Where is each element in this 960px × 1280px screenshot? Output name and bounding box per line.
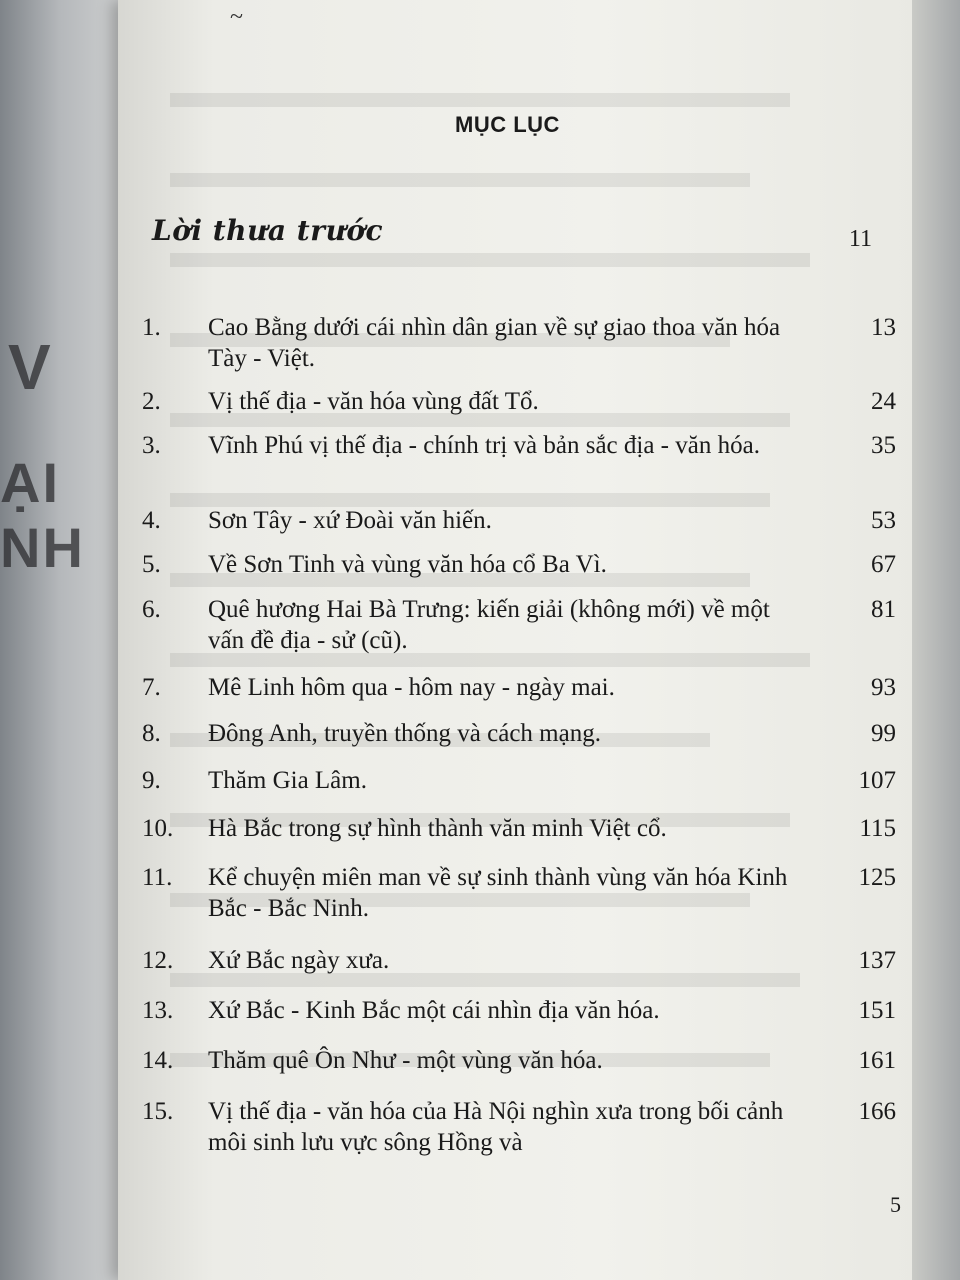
- entry-number: 6.: [142, 596, 161, 623]
- entry-page: 13: [871, 314, 896, 341]
- page-edge: [912, 0, 960, 1280]
- entry-title: Về Sơn Tinh và vùng văn hóa cổ Ba Vì.: [208, 551, 607, 578]
- entry-page: 137: [858, 947, 896, 974]
- preface-entry: [152, 214, 872, 254]
- entry-title: Kể chuyện miên man về sự sinh thành vùng văn hóa Kinh Bắc - Bắc Ninh.: [208, 864, 788, 922]
- entry-page: 93: [871, 674, 896, 701]
- preface-page: 11: [848, 226, 872, 252]
- entry-page: 166: [858, 1098, 896, 1125]
- entry-page: 67: [871, 551, 896, 578]
- page-number: 5: [890, 1192, 901, 1217]
- entry-page: 107: [858, 767, 896, 794]
- entry-page: 161: [858, 1047, 896, 1074]
- entry-number: 14.: [142, 1047, 174, 1074]
- printer-mark: ~: [230, 4, 243, 30]
- entry-title: Đông Anh, truyền thống và cách mạng.: [208, 720, 601, 747]
- entry-title: Vĩnh Phú vị thế địa - chính trị và bản sắc địa - văn hóa.: [208, 432, 760, 459]
- entry-number: 8.: [142, 720, 161, 747]
- entry-title: Xứ Bắc - Kinh Bắc một cái nhìn địa văn hóa.: [208, 997, 660, 1024]
- entry-page: 151: [858, 997, 896, 1024]
- entry-number: 12.: [142, 947, 174, 974]
- entry-title: Vị thế địa - văn hóa của Hà Nội nghìn xưa trong bối cảnh môi sinh lưu vực sông Hồng và: [208, 1098, 784, 1156]
- entry-page: 125: [858, 864, 896, 891]
- entry-title: Quê hương Hai Bà Trưng: kiến giải (không mới) về một vấn đề địa - sử (cũ).: [208, 596, 770, 654]
- entry-page: 115: [859, 815, 896, 842]
- entry-number: 11.: [142, 864, 173, 891]
- entry-number: 1.: [142, 314, 161, 341]
- entry-title: Sơn Tây - xứ Đoài văn hiến.: [208, 507, 492, 534]
- entry-page: 24: [871, 388, 896, 415]
- entry-title: Hà Bắc trong sự hình thành văn minh Việt cổ.: [208, 815, 667, 842]
- entry-number: 5.: [142, 551, 161, 578]
- entry-number: 7.: [142, 674, 161, 701]
- entry-page: 35: [871, 432, 896, 459]
- entry-number: 3.: [142, 432, 161, 459]
- adjacent-book-cover: V ẠI NH: [0, 0, 150, 1280]
- entry-title: Thăm Gia Lâm.: [208, 767, 367, 794]
- entry-title: Cao Bằng dưới cái nhìn dân gian về sự giao thoa văn hóa Tày - Việt.: [208, 314, 781, 372]
- entry-title: Vị thế địa - văn hóa vùng đất Tổ.: [208, 388, 539, 415]
- entry-page: 99: [871, 720, 896, 747]
- entry-number: 2.: [142, 388, 161, 415]
- entry-page: 53: [871, 507, 896, 534]
- entry-page: 81: [871, 596, 896, 623]
- entry-number: 15.: [142, 1098, 174, 1125]
- entry-number: 13.: [142, 997, 174, 1024]
- preface-label: Lời thưa trước: [152, 214, 384, 247]
- entry-title: Mê Linh hôm qua - hôm nay - ngày mai.: [208, 674, 615, 701]
- entry-number: 10.: [142, 815, 174, 842]
- entry-number: 9.: [142, 767, 161, 794]
- page-title: MỤC LỤC: [455, 112, 560, 137]
- entry-number: 4.: [142, 507, 161, 534]
- entry-title: Xứ Bắc ngày xưa.: [208, 947, 390, 974]
- entry-title: Thăm quê Ôn Như - một vùng văn hóa.: [208, 1047, 603, 1074]
